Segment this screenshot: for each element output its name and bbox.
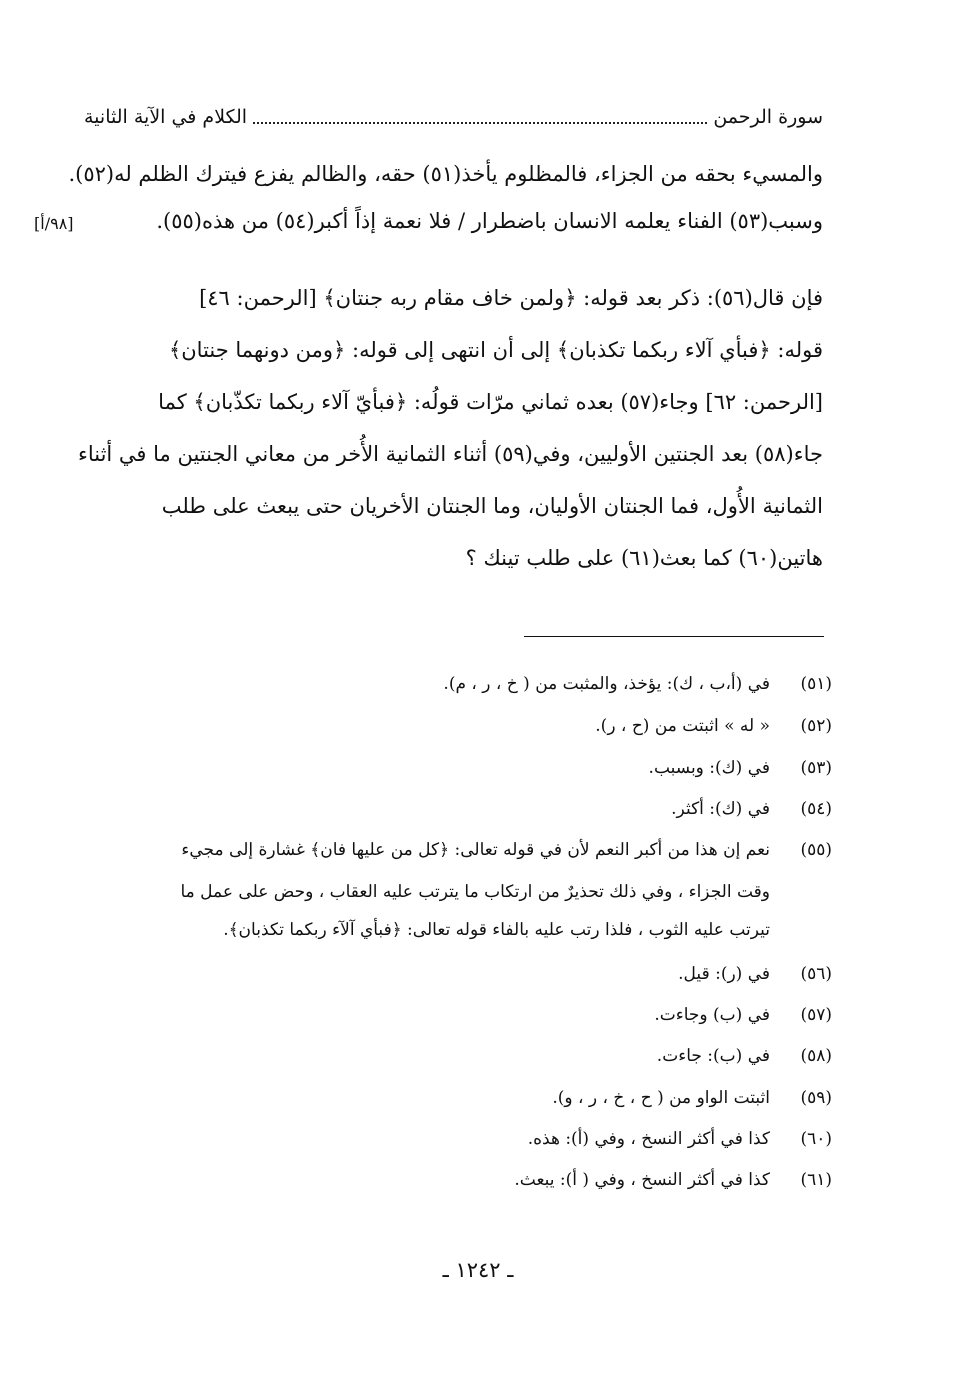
footnote-text: في (ك): أكثر. (671, 799, 770, 819)
paragraph-line: [الرحمن: ٦٢] وجاء(٥٧) بعده ثماني مرّات قولُه: ﴿فبأيّ آلاء ربكما تكذّبان﴾ كما (158, 390, 823, 414)
footnote-number: (٥٢) (800, 716, 832, 736)
header-section: الكلام في الآية الثانية (84, 106, 248, 128)
footnote (86, 1044, 832, 1068)
paragraph-2 (77, 272, 823, 584)
footnote-number: (٥٤) (800, 799, 832, 819)
paragraph-line: الثمانية الأُول، فما الجنتان الأوليان، وما الجنتان الأخريان حتى يبعث على طلب (161, 494, 823, 518)
footnote-number: (٥١) (800, 674, 832, 694)
footnote-text: كذا في أكثر النسخ ، وفي ( أ): يبعث. (514, 1170, 770, 1190)
header-dot-leader (253, 110, 707, 124)
footnote (86, 962, 832, 986)
footnote-number: (٥٩) (800, 1088, 832, 1108)
footnote-number: (٦١) (800, 1170, 832, 1190)
footnote-text: « له » اثبتت من (ح ، ر). (595, 716, 770, 736)
header-surah: سورة الرحمن (713, 106, 823, 128)
footnote-text: في (أ،ب ، ك): يؤخذ، والمثبت من ( خ ، ر ، م). (443, 674, 770, 694)
paragraph-line: وسبب(٥٣) الفناء يعلمه الانسان باضطرار / فلا نعمة إذاً أكبر(٥٤) من هذه(٥٥). (156, 209, 823, 233)
footnote-number: (٥٣) (800, 758, 832, 778)
footnote-separator (524, 636, 824, 637)
footnote-text: في (ب): جاءت. (656, 1046, 770, 1066)
footnote-number: (٥٨) (800, 1046, 832, 1066)
footnote (86, 672, 832, 696)
footnote (86, 1127, 832, 1151)
footnote-text: في (ر): قيل. (678, 964, 770, 984)
paragraph-line: هاتين(٦٠) كما بعث(٦١) على طلب تينك ؟ (465, 546, 823, 570)
footnote-number: (٥٧) (800, 1005, 832, 1025)
folio-marker: [٩٨/أ] (34, 214, 74, 233)
footnote (86, 756, 832, 780)
paragraph-line: قوله: ﴿فبأي آلاء ربكما تكذبان﴾ إلى أن انتهى إلى قوله: ﴿ومن دونهما جنتان﴾ (168, 338, 823, 362)
paragraph-line: والمسيء بحقه من الجزاء، فالمظلوم يأخذ(٥١) حقه، والظالم يفزع فيترك الظلم له(٥٢). (68, 162, 823, 186)
footnote-continuation: تيرتب عليه الثوب ، فلذا رتب عليه بالفاء قوله تعالى: ﴿فبأي آلآء ربكما تكذبان﴾. (223, 920, 770, 940)
paragraph-line: جاء(٥٨) بعد الجنتين الأوليين، وفي(٥٩) أثناء الثمانية الأُخر من معاني الجنتين ما في أثناء (77, 442, 823, 466)
paragraph-1 (68, 158, 823, 238)
footnote (86, 1003, 832, 1027)
page-number: ـ ١٢٤٢ ـ (442, 1258, 514, 1282)
footnote-text: في (ك): وبسبب. (648, 758, 770, 778)
footnote-number: (٥٦) (800, 964, 832, 984)
footnote-text: نعم إن هذا من أكبر النعم لأن في قوله تعالى: ﴿كل من عليها فان﴾ غشارة إلى مجيء (181, 840, 770, 860)
footnote-continuation: وقت الجزاء ، وفي ذلك تحذيرٌ من ارتكاب ما يترتب عليه العقاب ، وحض على عمل ما (180, 882, 770, 902)
footnote (86, 838, 832, 862)
footnote-text: اثبتت الواو من ( ح ، خ ، ر ، و). (552, 1088, 770, 1108)
footnote (86, 1086, 832, 1110)
footnote-text: كذا في أكثر النسخ ، وفي (أ): هذه. (527, 1129, 770, 1149)
running-header (84, 100, 823, 134)
footnote (86, 797, 832, 821)
footnote (86, 1168, 832, 1192)
footnote-number: (٦٠) (800, 1129, 832, 1149)
footnote (86, 714, 832, 738)
footnote-number: (٥٥) (800, 840, 832, 860)
paragraph-line: فإن قال(٥٦): ذكر بعد قوله: ﴿ولمن خاف مقام ربه جنتان﴾ [الرحمن: ٤٦] (199, 286, 823, 310)
footnote-text: في (ب) وجاءت. (654, 1005, 770, 1025)
